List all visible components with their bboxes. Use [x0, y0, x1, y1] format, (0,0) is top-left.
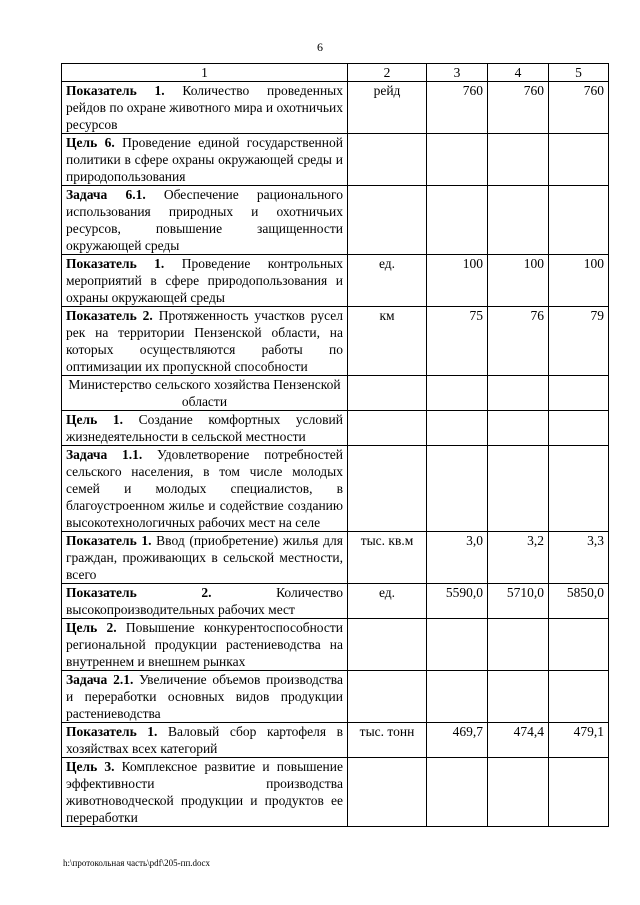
row-label: Показатель 1.	[66, 533, 152, 548]
table-row	[62, 671, 609, 723]
value-cell-v3: 100	[427, 255, 488, 307]
row-description	[62, 619, 348, 671]
row-label: Цель 1.	[66, 412, 123, 427]
table-row	[62, 411, 609, 446]
value-cell-v3: 469,7	[427, 723, 488, 758]
unit-cell	[348, 619, 427, 671]
value-cell-v3	[427, 446, 488, 532]
unit-cell	[348, 758, 427, 827]
value-cell-v5	[549, 134, 609, 186]
value-cell-v5: 760	[549, 82, 609, 134]
value-cell-v4: 3,2	[488, 532, 549, 584]
value-cell-v5	[549, 758, 609, 827]
table-row	[62, 186, 609, 255]
row-description	[62, 411, 348, 446]
row-label: Задача 2.1.	[66, 672, 134, 687]
value-cell-v5	[549, 671, 609, 723]
table-row	[62, 307, 609, 376]
page-number: 6	[317, 40, 323, 54]
row-text: Увеличение объемов производства и переработки основных видов продукции растениеводства	[66, 672, 343, 721]
row-text: Комплексное развитие и повышение эффективности производства животноводческой продукции и продуктов ее переработки	[66, 759, 343, 825]
value-cell-v5	[549, 446, 609, 532]
table-row	[62, 758, 609, 827]
row-description	[62, 82, 348, 134]
table-row	[62, 584, 609, 619]
value-cell-v5	[549, 186, 609, 255]
value-cell-v5: 100	[549, 255, 609, 307]
value-cell-v4	[488, 446, 549, 532]
empty-cell	[549, 376, 609, 411]
row-label: Показатель 2.	[66, 308, 153, 323]
row-text: Ввод (приобретение) жилья для граждан, проживающих в сельской местности, всего	[66, 533, 343, 582]
row-label: Цель 6.	[66, 135, 115, 150]
value-cell-v5	[549, 619, 609, 671]
table-row	[62, 376, 609, 411]
value-cell-v3: 760	[427, 82, 488, 134]
row-label: Цель 3.	[66, 759, 115, 774]
unit-cell	[348, 671, 427, 723]
unit-cell	[348, 411, 427, 446]
value-cell-v3	[427, 671, 488, 723]
row-description	[62, 186, 348, 255]
column-header: 3	[427, 64, 488, 82]
value-cell-v4: 76	[488, 307, 549, 376]
value-cell-v3	[427, 411, 488, 446]
value-cell-v4: 474,4	[488, 723, 549, 758]
row-text: Протяженность участков русел рек на территории Пензенской области, на которых осуществляются работы по оптимизации их пропускной способности	[66, 308, 343, 374]
row-text: Проведение единой государственной политики в сфере охраны окружающей среды и природопользования	[66, 135, 343, 184]
row-label: Показатель 2.	[66, 585, 212, 600]
row-label: Показатель 1.	[66, 83, 165, 98]
row-description	[62, 255, 348, 307]
row-description	[62, 584, 348, 619]
value-cell-v4	[488, 758, 549, 827]
unit-cell: тыс. кв.м	[348, 532, 427, 584]
value-cell-v3: 3,0	[427, 532, 488, 584]
unit-cell: тыс. тонн	[348, 723, 427, 758]
value-cell-v4	[488, 411, 549, 446]
column-header: 1	[62, 64, 348, 82]
unit-cell: рейд	[348, 82, 427, 134]
value-cell-v3	[427, 619, 488, 671]
row-text: Обеспечение рационального использования природных и охотничьих ресурсов, повышение защищенности окружающей среды	[66, 187, 343, 253]
value-cell-v4	[488, 619, 549, 671]
value-cell-v4	[488, 134, 549, 186]
value-cell-v4: 5710,0	[488, 584, 549, 619]
value-cell-v3	[427, 186, 488, 255]
row-label: Задача 6.1.	[66, 187, 146, 202]
table-row	[62, 255, 609, 307]
value-cell-v4	[488, 671, 549, 723]
empty-cell	[348, 376, 427, 411]
row-description	[62, 758, 348, 827]
value-cell-v5: 479,1	[549, 723, 609, 758]
row-label: Цель 2.	[66, 620, 117, 635]
row-text: Количество проведенных рейдов по охране животного мира и охотничьих ресурсов	[66, 83, 343, 132]
row-text: Создание комфортных условий жизнедеятельности в сельской местности	[66, 412, 343, 444]
unit-cell	[348, 186, 427, 255]
table-row	[62, 619, 609, 671]
column-header: 2	[348, 64, 427, 82]
value-cell-v4: 100	[488, 255, 549, 307]
row-label: Показатель 1.	[66, 724, 158, 739]
unit-cell	[348, 446, 427, 532]
row-text: Удовлетворение потребностей сельского населения, в том числе молодых семей и молодых специалистов, в благоустроенном жилье и содействие созданию высокотехнологичных рабочих мест на селе	[66, 447, 343, 530]
value-cell-v3	[427, 758, 488, 827]
unit-cell	[348, 134, 427, 186]
table-body	[62, 82, 609, 827]
table-row	[62, 82, 609, 134]
row-label: Задача 1.1.	[66, 447, 143, 462]
row-text: Валовый сбор картофеля в хозяйствах всех категорий	[66, 724, 343, 756]
empty-cell	[488, 376, 549, 411]
row-description	[62, 307, 348, 376]
value-cell-v3	[427, 134, 488, 186]
row-description	[62, 532, 348, 584]
file-path-footer: h:\протокольная часть\pdf\205-пп.docx	[63, 858, 211, 868]
column-header: 4	[488, 64, 549, 82]
value-cell-v5: 79	[549, 307, 609, 376]
section-heading: Министерство сельского хозяйства Пензенской области	[62, 376, 348, 411]
table-row	[62, 446, 609, 532]
unit-cell: км	[348, 307, 427, 376]
row-text: Проведение контрольных мероприятий в сфере природопользования и охраны окружающей среды	[66, 256, 343, 305]
value-cell-v5: 5850,0	[549, 584, 609, 619]
table-row	[62, 134, 609, 186]
value-cell-v5	[549, 411, 609, 446]
value-cell-v3: 5590,0	[427, 584, 488, 619]
value-cell-v4: 760	[488, 82, 549, 134]
unit-cell: ед.	[348, 584, 427, 619]
row-text: Количество высокопроизводительных рабочих мест	[66, 585, 343, 617]
unit-cell: ед.	[348, 255, 427, 307]
table-header-row	[62, 64, 609, 82]
empty-cell	[427, 376, 488, 411]
row-description	[62, 671, 348, 723]
table-row	[62, 723, 609, 758]
row-description	[62, 134, 348, 186]
table-row	[62, 532, 609, 584]
value-cell-v5: 3,3	[549, 532, 609, 584]
value-cell-v4	[488, 186, 549, 255]
row-label: Показатель 1.	[66, 256, 165, 271]
value-cell-v3: 75	[427, 307, 488, 376]
row-description	[62, 723, 348, 758]
row-text: Повышение конкурентоспособности региональной продукции растениеводства на внутреннем и внешнем рынках	[66, 620, 343, 669]
indicators-table	[61, 63, 609, 827]
row-description	[62, 446, 348, 532]
column-header: 5	[549, 64, 609, 82]
